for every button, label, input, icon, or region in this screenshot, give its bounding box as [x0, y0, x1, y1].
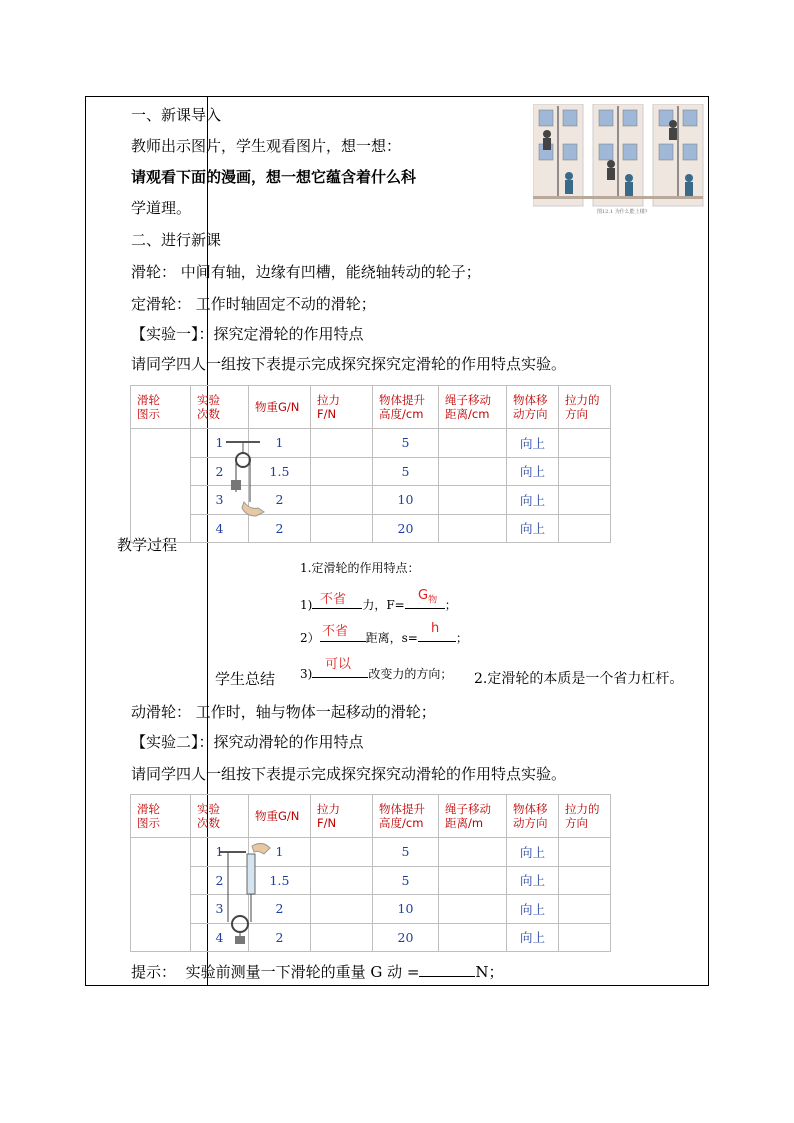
summary-item-3	[300, 663, 452, 682]
table-cell: 1	[191, 838, 249, 867]
experiment1-instruction: 请同学四人一组按下表提示完成探究探究定滑轮的作用特点实验。	[131, 355, 567, 373]
table-cell: 10	[373, 895, 439, 924]
header-line-1: 拉力的	[565, 802, 600, 816]
table-cell	[559, 429, 611, 458]
item1-answer-2-sub: 物	[428, 595, 438, 606]
table-cell	[559, 838, 611, 867]
table-header-cell	[311, 386, 373, 429]
table-header-cell	[507, 795, 559, 838]
table-cell: 向上	[507, 895, 559, 924]
table-cell: 1	[249, 838, 311, 867]
table-header-cell	[311, 795, 373, 838]
header-line-2: 动方向	[513, 816, 548, 830]
header-line-1: 物体提升	[379, 393, 425, 407]
table-row	[131, 895, 611, 924]
table-cell	[559, 486, 611, 515]
new-lesson-heading: 二、进行新课	[131, 231, 222, 249]
table-header-row	[131, 386, 611, 429]
pulley-image-cell	[131, 429, 191, 543]
hint-line	[131, 961, 504, 982]
table-cell	[559, 923, 611, 952]
table-cell: 2	[249, 486, 311, 515]
summary-label: 学生总结	[215, 670, 276, 688]
table-header-cell	[507, 386, 559, 429]
table-row	[131, 429, 611, 458]
header-line-1: 拉力	[317, 802, 340, 816]
table-cell: 1	[191, 429, 249, 458]
table-cell: 向上	[507, 457, 559, 486]
table-cell: 向上	[507, 923, 559, 952]
hint-text: 实验前测量一下滑轮的重量 G 动 =	[185, 963, 420, 981]
header-line-2: F/N	[317, 816, 337, 830]
table-cell: 2	[191, 866, 249, 895]
table-cell	[439, 923, 507, 952]
moving-pulley-definition: 动滑轮： 工作时，轴与物体一起移动的滑轮；	[131, 703, 436, 721]
table-cell	[439, 838, 507, 867]
item3-answer: 可以	[325, 657, 352, 672]
summary-title: 1.定滑轮的作用特点：	[300, 561, 420, 575]
item1-answer-2-main: G	[418, 588, 429, 603]
header-line-1: 实验	[197, 393, 220, 407]
experiment2-title: 【实验二】：探究动滑轮的作用特点	[131, 733, 364, 751]
header-line-2: 方向	[565, 816, 588, 830]
table-cell	[559, 514, 611, 543]
header-line-1: 滑轮	[137, 802, 160, 816]
header-line-2: 次数	[197, 407, 220, 421]
summary-item-4: 2.定滑轮的本质是一个省力杠杆。	[474, 671, 684, 687]
header-line-2: 动方向	[513, 407, 548, 421]
table-header-cell	[131, 386, 191, 429]
table-header-cell	[131, 795, 191, 838]
table-header-cell	[559, 795, 611, 838]
header-line-2: 高度/cm	[379, 816, 424, 830]
header-line-1: 滑轮	[137, 393, 160, 407]
table-cell: 5	[373, 457, 439, 486]
header-line-1: 物体提升	[379, 802, 425, 816]
table-row	[131, 866, 611, 895]
experiment2-table	[130, 794, 611, 952]
table-cell	[311, 895, 373, 924]
table-cell	[311, 486, 373, 515]
table-row	[131, 486, 611, 515]
item2-answer: 不省	[322, 624, 349, 639]
item3-middle: 改变力的方向；	[368, 667, 453, 681]
table-cell: 2	[191, 457, 249, 486]
header-line-1: 绳子移动	[445, 393, 491, 407]
table-cell: 向上	[507, 514, 559, 543]
table-header-cell	[249, 795, 311, 838]
table-cell: 2	[249, 923, 311, 952]
header-line-2: 方向	[565, 407, 588, 421]
table-cell	[439, 866, 507, 895]
table-cell: 向上	[507, 866, 559, 895]
item3-prefix: 3)	[300, 667, 313, 681]
item1-answer: 不省	[320, 592, 347, 607]
experiment2-instruction: 请同学四人一组按下表提示完成探究探究动滑轮的作用特点实验。	[131, 765, 567, 783]
header-line-2: 距离/m	[445, 816, 484, 830]
header-line-1: 拉力	[317, 393, 340, 407]
table-cell: 向上	[507, 486, 559, 515]
table-cell	[439, 457, 507, 486]
table-cell	[559, 457, 611, 486]
header-line-1: 物体移	[513, 393, 548, 407]
table-cell: 2	[249, 514, 311, 543]
hint-blank	[419, 962, 475, 977]
table-cell	[311, 429, 373, 458]
table-row	[131, 838, 611, 867]
table-header-cell	[191, 795, 249, 838]
header-line-1: 物体移	[513, 802, 548, 816]
header-line-2: 距离/cm	[445, 407, 490, 421]
table-cell	[559, 895, 611, 924]
table-header-cell	[559, 386, 611, 429]
table-header-cell	[249, 386, 311, 429]
table-cell: 1	[249, 429, 311, 458]
table-header-cell	[373, 795, 439, 838]
header-line-2: 高度/cm	[379, 407, 424, 421]
header-line-1: 绳子移动	[445, 802, 491, 816]
header-line-1: 实验	[197, 802, 220, 816]
header-line-1: 物重G/N	[255, 809, 300, 823]
table-cell: 10	[373, 486, 439, 515]
hint-label: 提示：	[131, 963, 177, 981]
table-row	[131, 457, 611, 486]
table-cell	[311, 923, 373, 952]
table-cell	[311, 866, 373, 895]
header-line-1: 拉力的	[565, 393, 600, 407]
table-header-cell	[373, 386, 439, 429]
table-cell: 5	[373, 838, 439, 867]
table-header-cell	[439, 795, 507, 838]
header-line-2: F/N	[317, 407, 337, 421]
table-cell	[311, 838, 373, 867]
table-cell: 20	[373, 514, 439, 543]
header-line-2: 次数	[197, 816, 220, 830]
left-label: 教学过程	[116, 536, 177, 554]
intro-line-1: 教师出示图片，学生观看图片，想一想：	[131, 137, 402, 155]
table-cell	[439, 429, 507, 458]
hint-unit: N；	[475, 963, 504, 981]
table-cell: 4	[191, 923, 249, 952]
table-cell: 1.5	[249, 457, 311, 486]
item2-end: ；	[455, 631, 468, 645]
header-line-2: 图示	[137, 816, 160, 830]
table-cell	[311, 514, 373, 543]
table-cell: 5	[373, 429, 439, 458]
table-cell: 向上	[507, 838, 559, 867]
table-cell: 4	[191, 514, 249, 543]
table-row	[131, 923, 611, 952]
cartoon-caption: 图12.1 为什么能上楼?	[597, 209, 648, 215]
table-cell	[439, 514, 507, 543]
table-cell: 向上	[507, 429, 559, 458]
table-cell: 3	[191, 895, 249, 924]
table-header-row	[131, 795, 611, 838]
table-cell	[311, 457, 373, 486]
fixed-pulley-definition: 定滑轮： 工作时轴固定不动的滑轮；	[131, 295, 376, 313]
pulley-definition: 滑轮： 中间有轴，边缘有凹槽，能绕轴转动的轮子；	[131, 263, 481, 281]
table-header-cell	[191, 386, 249, 429]
table-cell	[439, 486, 507, 515]
item1-prefix: 1)	[300, 598, 313, 612]
item1-end: ；	[444, 598, 457, 612]
item2-prefix: 2）	[300, 631, 320, 645]
table-cell	[439, 895, 507, 924]
table-cell: 20	[373, 923, 439, 952]
header-line-2: 图示	[137, 407, 160, 421]
header-line-1: 物重G/N	[255, 400, 300, 414]
item2-answer-2: h	[431, 621, 440, 636]
table-header-cell	[439, 386, 507, 429]
table-cell: 5	[373, 866, 439, 895]
intro-line-3: 学道理。	[131, 199, 192, 217]
intro-heading: 一、新课导入	[131, 106, 222, 124]
table-cell: 1.5	[249, 866, 311, 895]
intro-line-2: 请观看下面的漫画，想一想它蕴含着什么科	[131, 168, 417, 186]
table-cell	[559, 866, 611, 895]
experiment1-title: 【实验一】：探究定滑轮的作用特点	[131, 325, 364, 343]
item1-middle: 力，F=	[362, 598, 405, 612]
table-cell: 3	[191, 486, 249, 515]
item2-middle: 距离，s=	[365, 631, 418, 645]
table-cell: 2	[249, 895, 311, 924]
item1-answer-2	[418, 588, 437, 606]
table-row	[131, 514, 611, 543]
experiment1-table	[130, 385, 611, 543]
pulley-image-cell	[131, 838, 191, 952]
